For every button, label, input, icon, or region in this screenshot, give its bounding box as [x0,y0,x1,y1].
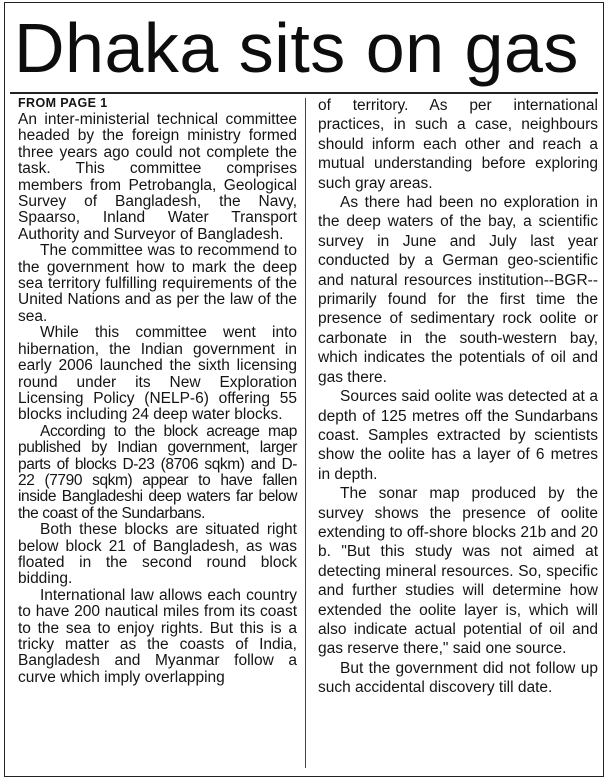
headline: Dhaka sits on gas [14,9,579,87]
paragraph: While this committee went into hibernation, the Indian government in early 2006 launched the sixth licensing round under its New Exploration Licensing Policy (NELP-6) offering 55 blocks including 24 deep water blocks. [18,324,297,424]
paragraph: As there had been no exploration in the deep waters of the bay, a scientific survey in June and July last year conducted by a German geo-scientific and natural resources institution--BGR-- primarily found for the first time the presence of sedimentary rock oolite or carbonate in the south-western bay, which indicates the potentials of oil and gas there. [318,194,598,386]
paragraph: Sources said oolite was detected at a depth of 125 metres off the Sundarbans coast. Samples extracted by scientists show the oolite has a layer of 6 metres in depth. [318,388,598,483]
paragraph: But the government did not follow up such accidental discovery till date. [318,659,598,697]
paragraph: Both these blocks are situated right below block 21 of Bangladesh, as was floated in the second round block bidding. [18,521,297,588]
kicker: FROM PAGE 1 [18,96,108,110]
paragraph: An inter-ministerial technical committee headed by the foreign ministry formed three years ago could not complete the task. This committee comprises members from Petrobangla, Geological Survey of Bangladesh, the Navy, Spaarso, Inland Water Transport Authority and Surveyor of Bangladesh. [18,111,297,243]
paragraph: According to the block acreage map published by Indian government, larger parts of blocks D-23 (8706 sqkm) and D-22 (7790 sqkm) appear to have fallen inside Bangladeshi deep waters far below the coast of the Sundarbans. [18,422,297,522]
article-column-left [18,96,297,686]
paragraph: International law allows each country to have 200 nautical miles from its coast to the sea to enjoy rights. But this is a tricky matter as the coasts of India, Bangladesh and Myanmar follow a curve which imply overlapping [18,586,297,686]
paragraph: The sonar map produced by the survey shows the presence of oolite extending to off-shore blocks 21b and 20 b. "But this study was not aimed at detecting mineral resources. So, specific and further studies will determine how extended the oolite layer is, which will also indicate actual potential of oil and gas reserve there," said one source. [318,485,598,658]
paragraph: The committee was to recommend to the government how to mark the deep sea territory fulfilling requirements of the United Nations and as per the law of the sea. [18,242,297,325]
article-column-right [318,96,598,698]
headline-rule [10,92,598,94]
column-divider [305,98,306,768]
paragraph: of territory. As per international practices, in such a case, neighbours should inform each other and reach a mutual understanding before exploring such gray areas. [318,97,598,192]
